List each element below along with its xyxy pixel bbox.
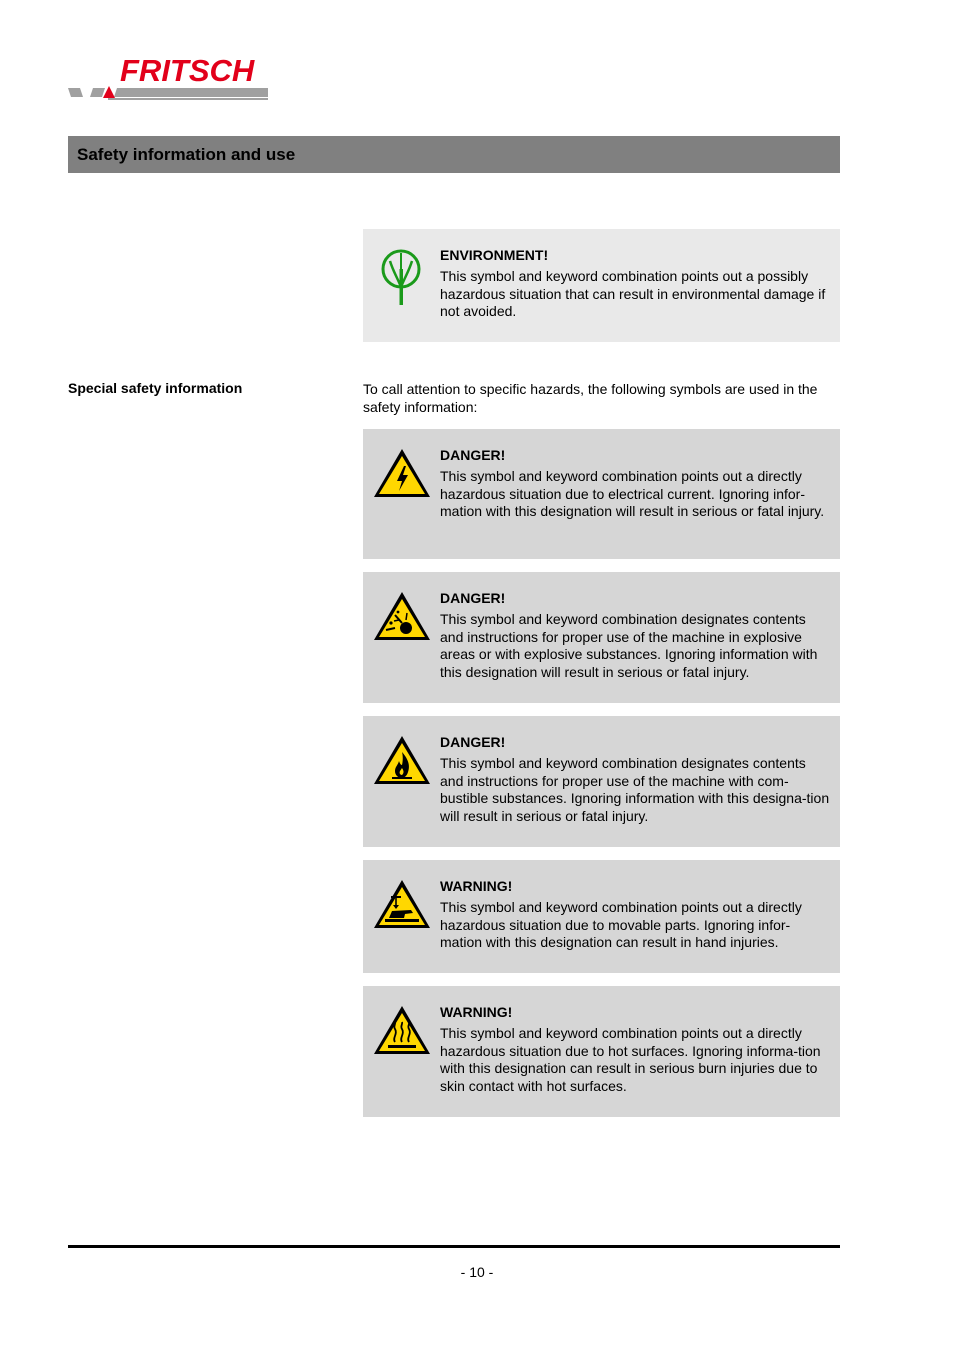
- environment-note: [363, 229, 840, 342]
- electrical-hazard-icon: [373, 447, 433, 501]
- section-title-bar: [68, 136, 840, 173]
- note-keyword: DANGER!: [440, 734, 506, 750]
- note-text: This symbol and keyword combination points out a possibly hazardous situation that can result in environmental damage if not avoided.: [440, 268, 826, 320]
- note-keyword: WARNING!: [440, 1004, 513, 1020]
- hot-surface-hazard-icon: [373, 1004, 433, 1058]
- note-text: This symbol and keyword combination points out a directly hazardous situation due to electrical current. Ignoring infor-mation with this designation will result in serious or fatal injury.: [440, 468, 825, 520]
- hot-surface-warning-note: [363, 986, 840, 1117]
- note-keyword: ENVIRONMENT!: [440, 247, 549, 263]
- footer-divider: [68, 1245, 840, 1248]
- flammable-hazard-icon: [373, 734, 433, 788]
- electrical-danger-note: [363, 429, 840, 559]
- explosive-danger-note: [363, 572, 840, 703]
- note-keyword: DANGER!: [440, 590, 506, 606]
- intro-paragraph: To call attention to specific hazards, the following symbols are used in the safety information:: [363, 381, 818, 415]
- note-keyword: DANGER!: [440, 447, 506, 463]
- environment-plant-icon: [373, 247, 433, 301]
- fritsch-logo-icon: [66, 52, 286, 112]
- crush-hand-hazard-icon: [373, 878, 433, 932]
- note-text: This symbol and keyword combination designates contents and instructions for proper use of the machine with com-bustible substances. Ignoring information with this designa-tion will result in serious or fatal injury.: [440, 755, 830, 825]
- note-text: This symbol and keyword combination points out a directly hazardous situation due to movable parts. Ignoring infor-mation with this designation can result in hand injuries.: [440, 899, 802, 951]
- brand-name: FRITSCH: [120, 53, 255, 88]
- section-title: Safety information and use: [77, 144, 296, 164]
- flammable-danger-note: [363, 716, 840, 847]
- side-heading: Special safety information: [68, 380, 243, 396]
- hand-injury-warning-note: [363, 860, 840, 973]
- explosive-hazard-icon: [373, 590, 433, 644]
- page-number: - 10 -: [460, 1264, 494, 1280]
- note-text: This symbol and keyword combination designates contents and instructions for proper use of the machine in explosive areas or with explosive substances. Ignoring information with this designation will result in serious or fatal injury.: [440, 611, 818, 681]
- note-keyword: WARNING!: [440, 878, 513, 894]
- note-text: This symbol and keyword combination points out a directly hazardous situation due to hot surfaces. Ignoring informa-tion with this designation can result in serious burn injuries due to skin contact with hot surfaces.: [440, 1025, 821, 1095]
